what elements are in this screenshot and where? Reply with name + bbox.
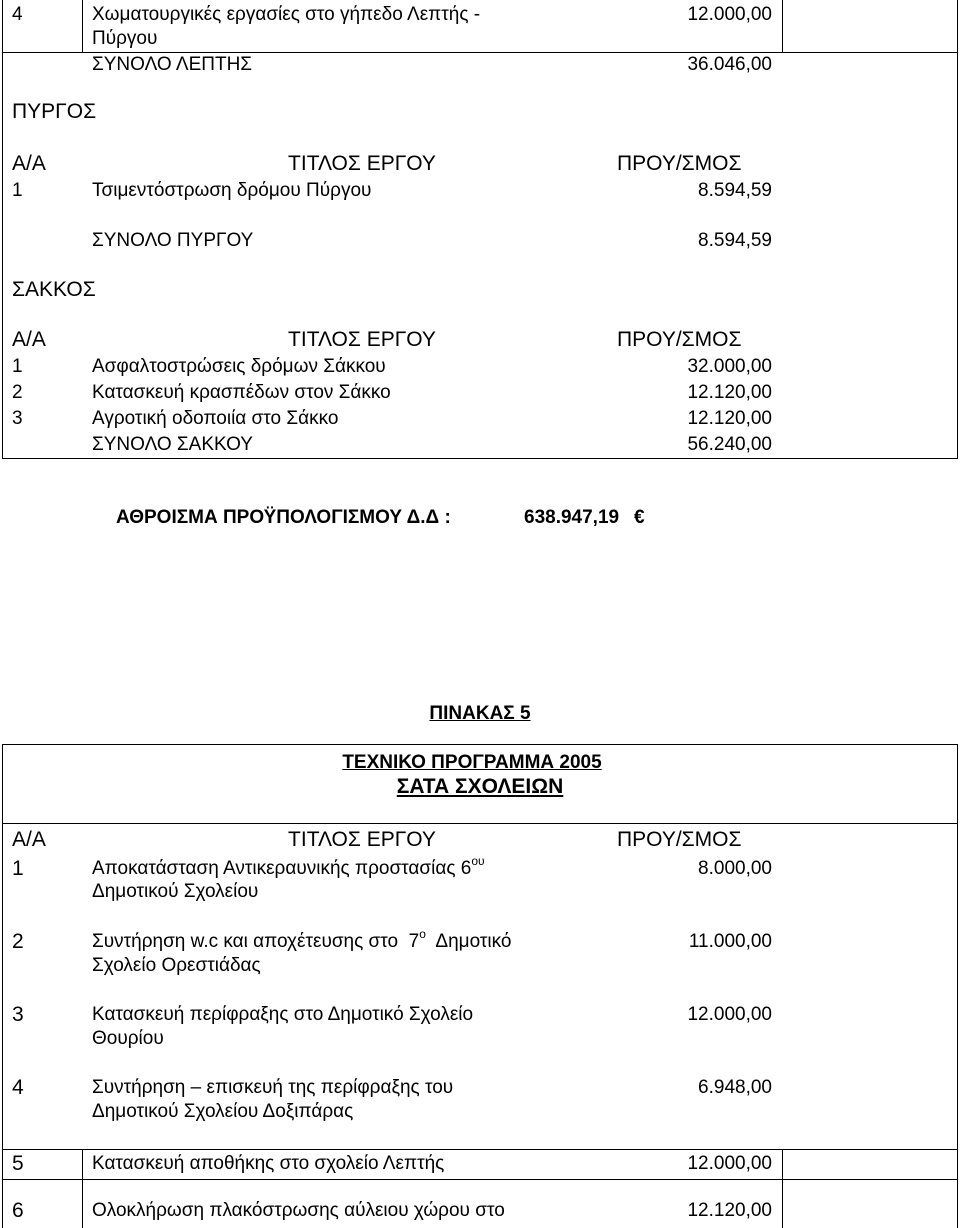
col-header-budget: ΠΡΟΥ/ΣΜΟΣ — [617, 828, 742, 851]
project-title-cont: Πύργου — [92, 28, 158, 49]
grand-total-amount: 638.947,19 — [524, 507, 620, 528]
project-amount: 12.120,00 — [687, 1200, 772, 1221]
table-border-top — [2, 744, 958, 745]
row-number: 1 — [12, 180, 23, 201]
column-divider — [82, 0, 83, 52]
col-header-num: Α/Α — [12, 152, 46, 175]
project-title: Αποκατάσταση Αντικεραυνικής προστασίας $6^{o\upsilon}$ — [92, 853, 485, 879]
column-divider — [782, 0, 783, 52]
col-header-title: ΤΙΤΛΟΣ ΕΡΓΟΥ — [288, 152, 436, 175]
project-title-cont: Δημοτικού Σχολείου Δοξιπάρας — [92, 1101, 354, 1122]
project-amount: 8.000,00 — [698, 858, 772, 879]
project-title: Ολοκλήρωση πλακόστρωσης αύλειου χώρου στο — [92, 1200, 505, 1221]
project-title: Κατασκευή περίφραξης στο Δημοτικό Σχολείο — [92, 1004, 474, 1025]
project-amount: 6.948,00 — [698, 1077, 772, 1098]
leptis-total-amount: 36.046,00 — [687, 54, 772, 75]
row-number: 1 — [12, 857, 24, 880]
row-divider — [2, 823, 958, 824]
column-divider — [782, 1149, 783, 1228]
project-amount: 12.000,00 — [687, 1153, 772, 1174]
project-amount: 12.120,00 — [687, 382, 772, 403]
col-header-budget: ΠΡΟΥ/ΣΜΟΣ — [617, 328, 742, 351]
project-title: Συντήρηση w.c και αποχέτευσης στο $7^o$ Δημοτικό — [92, 926, 512, 952]
table-border-right — [957, 0, 958, 458]
pyrgos-total-label: ΣΥΝΟΛΟ ΠΥΡΓΟΥ — [92, 230, 254, 251]
section-heading-sakkos: ΣΑΚΚΟΣ — [12, 278, 96, 301]
project-amount: 12.000,00 — [687, 4, 772, 25]
row-number: 5 — [12, 1152, 24, 1175]
table-border-right — [957, 744, 958, 1228]
row-divider — [2, 1179, 958, 1180]
col-header-num: Α/Α — [12, 328, 46, 351]
table5-title: ΤΕΧΝΙΚΟ ΠΡΟΓΡΑΜΜΑ 2005 — [342, 752, 602, 773]
row-divider — [2, 1149, 958, 1150]
section-heading-pyrgos: ΠΥΡΓΟΣ — [12, 100, 97, 123]
table-border-left — [2, 744, 3, 1228]
project-title: Ασφαλτοστρώσεις δρόμων Σάκκου — [92, 356, 386, 377]
row-number: 3 — [12, 408, 23, 429]
row-number: 1 — [12, 356, 23, 377]
sakkos-total-label: ΣΥΝΟΛΟ ΣΑΚΚΟΥ — [92, 434, 253, 455]
table-border-bottom — [2, 458, 958, 459]
table5-subtitle: ΣΑΤΑ ΣΧΟΛΕΙΩΝ — [396, 775, 564, 798]
project-amount: 11.000,00 — [688, 931, 772, 952]
row-number: 2 — [12, 930, 24, 953]
project-title: Χωματουργικές εργασίες στο γήπεδο Λεπτής - — [92, 4, 481, 25]
project-amount: 12.120,00 — [687, 408, 772, 429]
row-number: 4 — [12, 4, 23, 25]
row-number: 6 — [12, 1199, 24, 1222]
project-title-cont: Δημοτικού Σχολείου — [92, 881, 259, 902]
pyrgos-total-amount: 8.594,59 — [698, 230, 772, 251]
col-header-title: ΤΙΤΛΟΣ ΕΡΓΟΥ — [288, 328, 436, 351]
col-header-num: Α/Α — [12, 828, 46, 851]
col-header-title: ΤΙΤΛΟΣ ΕΡΓΟΥ — [288, 828, 436, 851]
grand-total-label: ΑΘΡΟΙΣΜΑ ΠΡΟΫΠΟΛΟΓΙΣΜΟΥ Δ.Δ : — [116, 507, 451, 528]
project-title: Τσιμεντόστρωση δρόμου Πύργου — [92, 180, 372, 201]
col-header-budget: ΠΡΟΥ/ΣΜΟΣ — [617, 152, 742, 175]
project-amount: 8.594,59 — [698, 180, 772, 201]
row-number: 2 — [12, 382, 23, 403]
project-amount: 32.000,00 — [687, 356, 772, 377]
table-border-left — [2, 0, 3, 458]
column-divider — [82, 1149, 83, 1228]
project-title-cont: Σχολείο Ορεστιάδας — [92, 955, 261, 976]
euro-icon: € — [634, 507, 645, 528]
project-title: Κατασκευή αποθήκης στο σχολείο Λεπτής — [92, 1153, 445, 1174]
project-title: Κατασκευή κρασπέδων στον Σάκκο — [92, 382, 391, 403]
row-number: 3 — [12, 1003, 24, 1026]
row-number: 4 — [12, 1076, 24, 1099]
sakkos-total-amount: 56.240,00 — [687, 434, 772, 455]
project-amount: 12.000,00 — [687, 1004, 772, 1025]
project-title: Αγροτική οδοποιία στο Σάκκο — [92, 408, 339, 429]
project-title: Συντήρηση – επισκευή της περίφραξης του — [92, 1077, 454, 1098]
project-title-cont: Θουρίου — [92, 1028, 164, 1049]
leptis-total-label: ΣΥΝΟΛΟ ΛΕΠΤΗΣ — [92, 54, 253, 75]
table-caption: ΠΙΝΑΚΑΣ 5 — [429, 703, 531, 724]
